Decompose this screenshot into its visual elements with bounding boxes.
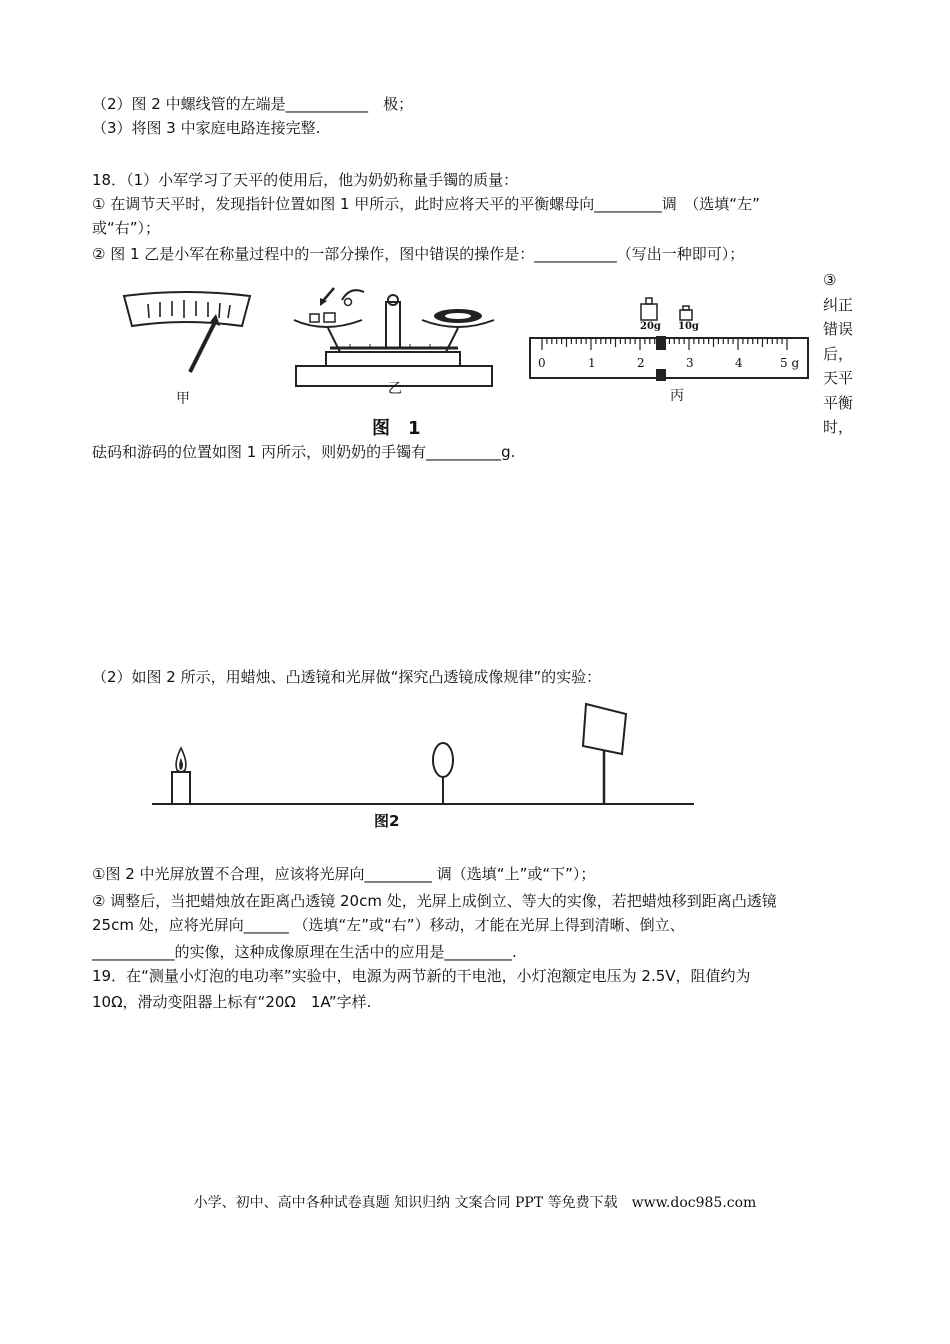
side-char: ③ bbox=[823, 271, 837, 289]
fig1-weight-20g: 20g bbox=[640, 321, 661, 332]
q17-line2: （2）图 2 中螺线管的左端是___________ 极； bbox=[92, 95, 414, 113]
side-char: 纠正 bbox=[823, 295, 854, 314]
q18-item3-cont: 砝码和游码的位置如图 1 丙所示，则奶奶的手镯有__________g. bbox=[92, 443, 516, 461]
weight-20g-icon bbox=[641, 298, 657, 320]
q18-item1b: 或“右”）； bbox=[92, 219, 161, 237]
scale-tick-0: 0 bbox=[538, 356, 546, 370]
q18-sub2a: ② 调整后，当把蜡烛放在距离凸透镜 20cm 处，光屏上成倒立、等大的实像，若把蜡烛移到距离凸透镜 bbox=[92, 892, 777, 910]
side-char: 错误 bbox=[823, 320, 854, 338]
fig1-label-bing: 丙 bbox=[670, 388, 684, 404]
fig1-yi-balance bbox=[290, 280, 500, 390]
q18-item3-side bbox=[823, 268, 863, 440]
fig1-weight-10g: 10g bbox=[678, 321, 699, 332]
side-char: 平衡 bbox=[823, 393, 854, 412]
fig2-optics-bench bbox=[150, 700, 696, 810]
q17-line3: （3）将图 3 中家庭电路连接完整. bbox=[92, 119, 321, 137]
candle-icon bbox=[172, 748, 190, 804]
side-char: 后， bbox=[823, 344, 854, 363]
fig1-label-yi: 乙 bbox=[388, 381, 402, 397]
q18-sub2b: 25cm 处，应将光屏向______ （选填“左”或“右”）移动，才能在光屏上得到清晰、倒立、 bbox=[92, 916, 685, 934]
convex-lens-icon bbox=[433, 743, 453, 804]
q18-sub2c: ___________的实像，这种成像原理在生活中的应用是_________. bbox=[92, 943, 517, 961]
fig2-caption: 图2 bbox=[374, 812, 400, 830]
fig1-jia-dial bbox=[120, 292, 260, 382]
weight-10g-icon bbox=[680, 306, 692, 320]
q19-line1: 19．在“测量小灯泡的电功率”实验中，电源为两节新的干电池，小灯泡额定电压为 2.5V，阻值约为 bbox=[92, 967, 751, 985]
scale-tick-1: 1 bbox=[588, 356, 596, 370]
q18-item2: ② 图 1 乙是小军在称量过程中的一部分操作，图中错误的操作是：___________（写出一种即可）； bbox=[92, 245, 745, 263]
scale-tick-2: 2 bbox=[637, 356, 645, 370]
q18-intro: 18．（1）小军学习了天平的使用后，他为奶奶称量手镯的质量： bbox=[92, 171, 519, 189]
q18-item1a: ① 在调节天平时，发现指针位置如图 1 甲所示，此时应将天平的平衡螺母向_________调 （选填“左” bbox=[92, 195, 760, 213]
q18-part2: （2）如图 2 所示，用蜡烛、凸透镜和光屏做“探究凸透镜成像规律”的实验： bbox=[92, 668, 602, 686]
side-char: 天平 bbox=[823, 369, 854, 387]
q19-line2: 10Ω，滑动变阻器上标有“20Ω 1A”字样. bbox=[92, 993, 372, 1011]
scale-tick-3: 3 bbox=[686, 356, 694, 370]
scale-tick-5: 5 g bbox=[780, 356, 800, 370]
fig1-bing-rider-scale bbox=[528, 292, 810, 382]
fig1-label-jia: 甲 bbox=[176, 391, 190, 407]
light-screen-icon bbox=[583, 704, 626, 804]
side-char: 时， bbox=[823, 418, 854, 436]
q18-sub1: ①图 2 中光屏放置不合理，应该将光屏向_________ 调（选填“上”或“下”）； bbox=[92, 865, 596, 883]
scale-tick-4: 4 bbox=[735, 356, 743, 370]
fig1-caption: 图 1 bbox=[372, 418, 421, 439]
page-footer: 小学、初中、高中各种试卷真题 知识归纳 文案合同 PPT 等免费下载 www.doc985.com bbox=[193, 1195, 757, 1211]
